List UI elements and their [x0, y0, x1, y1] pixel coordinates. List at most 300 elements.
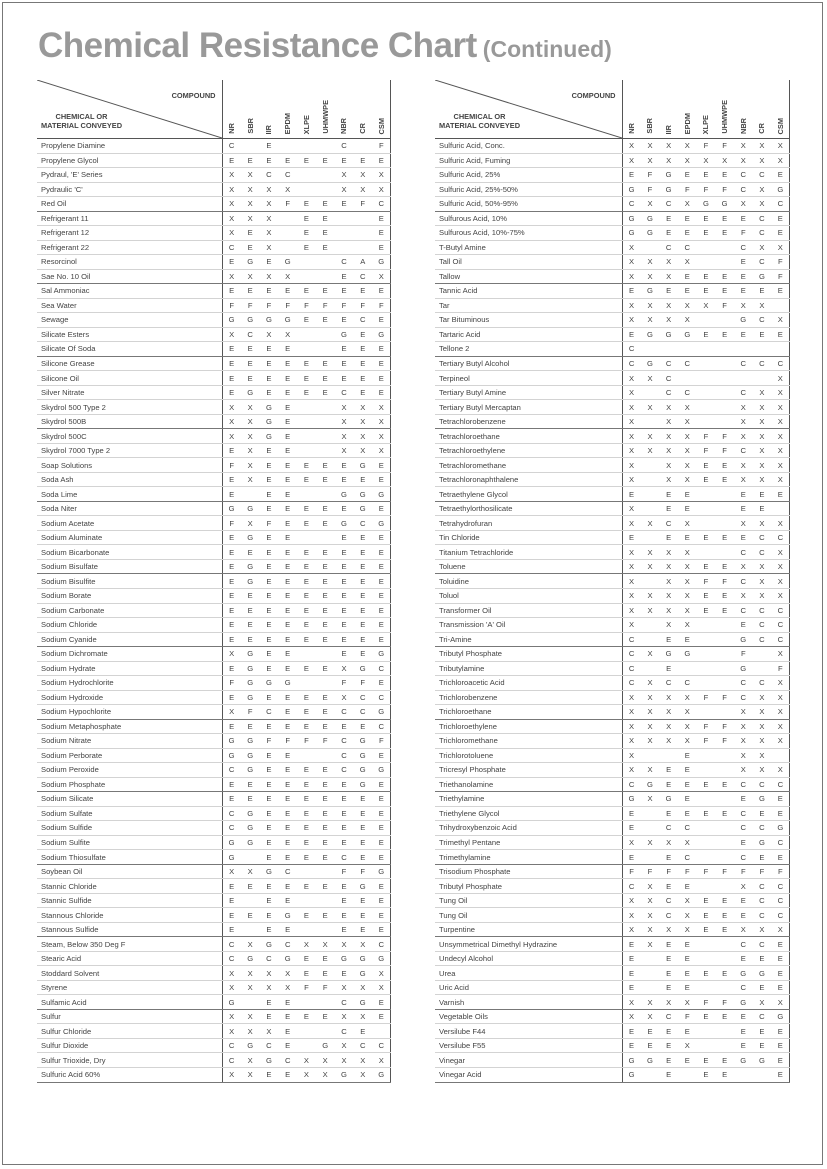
- rating-cell-epdm: E: [278, 690, 297, 705]
- rating-cell-nbr: E: [734, 284, 753, 299]
- rating-cell-nr: X: [622, 385, 641, 400]
- column-header-label: NR: [227, 123, 237, 134]
- rating-cell-csm: C: [771, 618, 790, 633]
- rating-cell-nbr: E: [734, 951, 753, 966]
- table-row: [37, 951, 391, 966]
- rating-cell-sbr: G: [241, 734, 260, 749]
- rating-cell-nr: C: [622, 676, 641, 691]
- rating-cell-epdm: E: [678, 806, 697, 821]
- rating-cell-epdm: E: [678, 792, 697, 807]
- rating-cell-csm: E: [372, 530, 391, 545]
- table-row: [37, 937, 391, 952]
- table-row: [37, 777, 391, 792]
- rating-cell-cr: C: [353, 690, 372, 705]
- rating-cell-xlpe: E: [297, 516, 316, 531]
- rating-cell-xlpe: [297, 676, 316, 691]
- table-row: [37, 806, 391, 821]
- rating-cell-nr: X: [622, 139, 641, 154]
- rating-cell-uhmwpe: E: [715, 269, 734, 284]
- column-header-sbr: [241, 80, 260, 139]
- rating-cell-iir: E: [260, 342, 279, 357]
- rating-cell-csm: E: [771, 487, 790, 502]
- rating-cell-xlpe: E: [697, 777, 716, 792]
- table-row: [37, 1009, 391, 1024]
- rating-cell-epdm: E: [678, 937, 697, 952]
- rating-cell-xlpe: [697, 356, 716, 371]
- chemical-name-cell: Resorcinol: [37, 255, 222, 270]
- rating-cell-uhmwpe: [715, 835, 734, 850]
- rating-cell-nbr: X: [335, 937, 354, 952]
- rating-cell-nr: E: [222, 908, 241, 923]
- rating-cell-csm: C: [771, 777, 790, 792]
- rating-cell-uhmwpe: E: [715, 1068, 734, 1083]
- rating-cell-csm: X: [771, 574, 790, 589]
- table-row: [435, 371, 790, 386]
- rating-cell-nr: E: [622, 1038, 641, 1053]
- rating-cell-sbr: E: [241, 719, 260, 734]
- rating-cell-cr: C: [753, 545, 772, 560]
- rating-cell-uhmwpe: [715, 937, 734, 952]
- rating-cell-xlpe: F: [297, 980, 316, 995]
- rating-cell-nr: E: [222, 574, 241, 589]
- rating-cell-xlpe: E: [297, 1009, 316, 1024]
- rating-cell-nr: G: [622, 226, 641, 241]
- rating-cell-xlpe: E: [297, 574, 316, 589]
- rating-cell-nr: E: [622, 327, 641, 342]
- rating-cell-cr: X: [353, 443, 372, 458]
- rating-cell-sbr: X: [641, 516, 660, 531]
- rating-cell-nbr: X: [734, 922, 753, 937]
- rating-cell-sbr: X: [641, 443, 660, 458]
- chemical-name-cell: Sulfuric Acid, Fuming: [435, 153, 622, 168]
- rating-cell-uhmwpe: E: [316, 792, 335, 807]
- rating-cell-csm: E: [372, 588, 391, 603]
- rating-cell-nbr: G: [734, 1053, 753, 1068]
- rating-cell-xlpe: [297, 269, 316, 284]
- rating-cell-cr: E: [353, 574, 372, 589]
- rating-cell-epdm: F: [678, 182, 697, 197]
- rating-cell-uhmwpe: E: [316, 763, 335, 778]
- rating-cell-uhmwpe: E: [316, 545, 335, 560]
- rating-cell-uhmwpe: E: [316, 806, 335, 821]
- rating-cell-sbr: E: [241, 603, 260, 618]
- rating-cell-sbr: E: [241, 240, 260, 255]
- rating-cell-nr: X: [622, 574, 641, 589]
- column-header-xlpe: [297, 80, 316, 139]
- rating-cell-cr: E: [353, 545, 372, 560]
- rating-cell-cr: X: [753, 734, 772, 749]
- rating-cell-sbr: E: [241, 908, 260, 923]
- rating-cell-nr: E: [622, 530, 641, 545]
- rating-cell-cr: [753, 661, 772, 676]
- chemical-name-cell: Versilube F55: [435, 1038, 622, 1053]
- rating-cell-iir: E: [260, 763, 279, 778]
- rating-cell-xlpe: [697, 255, 716, 270]
- rating-cell-epdm: E: [678, 879, 697, 894]
- rating-cell-nbr: F: [734, 864, 753, 879]
- table-row: [37, 226, 391, 241]
- rating-cell-csm: X: [771, 734, 790, 749]
- rating-cell-iir: E: [260, 1068, 279, 1083]
- rating-cell-nr: E: [222, 559, 241, 574]
- rating-cell-nr: X: [222, 400, 241, 415]
- rating-cell-cr: G: [353, 777, 372, 792]
- rating-cell-epdm: [678, 342, 697, 357]
- chemical-name-cell: Skydrol 500C: [37, 429, 222, 444]
- rating-cell-csm: E: [372, 618, 391, 633]
- chemical-name-cell: Tetraethylene Glycol: [435, 487, 622, 502]
- rating-cell-uhmwpe: E: [316, 777, 335, 792]
- chemical-name-cell: Sodium Hydrochlorite: [37, 676, 222, 691]
- rating-cell-uhmwpe: E: [316, 1009, 335, 1024]
- rating-cell-cr: G: [353, 734, 372, 749]
- rating-cell-iir: C: [659, 356, 678, 371]
- rating-cell-iir: X: [659, 313, 678, 328]
- rating-cell-sbr: X: [241, 937, 260, 952]
- chemical-name-cell: Sodium Carbonate: [37, 603, 222, 618]
- rating-cell-xlpe: E: [697, 472, 716, 487]
- rating-cell-xlpe: [297, 255, 316, 270]
- rating-cell-nr: X: [222, 414, 241, 429]
- rating-cell-sbr: F: [641, 182, 660, 197]
- rating-cell-cr: E: [753, 501, 772, 516]
- rating-cell-nr: C: [622, 661, 641, 676]
- rating-cell-nr: X: [622, 255, 641, 270]
- chemical-name-cell: Tar: [435, 298, 622, 313]
- chemical-name-cell: Tung Oil: [435, 908, 622, 923]
- rating-cell-xlpe: [297, 414, 316, 429]
- rating-cell-iir: E: [260, 574, 279, 589]
- chemical-name-cell: Tung Oil: [435, 893, 622, 908]
- chemical-name-cell: Unsymmetrical Dimethyl Hydrazine: [435, 937, 622, 952]
- rating-cell-csm: E: [372, 574, 391, 589]
- rating-cell-cr: X: [353, 414, 372, 429]
- rating-cell-sbr: [641, 748, 660, 763]
- rating-cell-nr: X: [622, 472, 641, 487]
- rating-cell-epdm: E: [278, 661, 297, 676]
- table-row: [435, 734, 790, 749]
- table-row: [435, 1009, 790, 1024]
- table-row: [435, 327, 790, 342]
- rating-cell-csm: G: [372, 647, 391, 662]
- rating-cell-epdm: E: [278, 574, 297, 589]
- rating-cell-csm: C: [771, 530, 790, 545]
- rating-cell-cr: C: [753, 356, 772, 371]
- rating-cell-xlpe: [297, 327, 316, 342]
- chemical-name-cell: Sodium Peroxide: [37, 763, 222, 778]
- rating-cell-cr: C: [753, 821, 772, 836]
- rating-cell-uhmwpe: [715, 342, 734, 357]
- rating-cell-epdm: [678, 1068, 697, 1083]
- rating-cell-nbr: X: [335, 1053, 354, 1068]
- rating-cell-csm: E: [372, 632, 391, 647]
- chemical-name-cell: Refrigerant 11: [37, 211, 222, 226]
- rating-cell-nbr: E: [734, 255, 753, 270]
- table-row: [435, 559, 790, 574]
- rating-cell-nbr: C: [335, 850, 354, 865]
- chemical-name-cell: Sodium Bisulfite: [37, 574, 222, 589]
- table-row: [37, 632, 391, 647]
- rating-cell-nbr: C: [734, 777, 753, 792]
- rating-cell-epdm: G: [278, 255, 297, 270]
- rating-cell-sbr: E: [641, 1024, 660, 1039]
- rating-cell-iir: G: [260, 429, 279, 444]
- rating-cell-epdm: C: [278, 1053, 297, 1068]
- rating-cell-nbr: X: [734, 153, 753, 168]
- rating-cell-csm: F: [372, 734, 391, 749]
- rating-cell-sbr: G: [241, 676, 260, 691]
- rating-cell-nbr: E: [734, 501, 753, 516]
- rating-cell-epdm: [278, 211, 297, 226]
- rating-cell-sbr: E: [241, 879, 260, 894]
- rating-cell-iir: E: [659, 966, 678, 981]
- rating-cell-xlpe: E: [297, 850, 316, 865]
- column-header-label: CR: [358, 123, 368, 134]
- rating-cell-xlpe: E: [297, 835, 316, 850]
- rating-cell-uhmwpe: [316, 414, 335, 429]
- rating-cell-nr: E: [622, 487, 641, 502]
- rating-cell-nr: G: [622, 211, 641, 226]
- rating-cell-xlpe: E: [297, 559, 316, 574]
- rating-cell-nbr: X: [734, 705, 753, 720]
- rating-cell-nr: X: [622, 458, 641, 473]
- rating-cell-nbr: C: [734, 821, 753, 836]
- rating-cell-uhmwpe: E: [316, 211, 335, 226]
- rating-cell-xlpe: E: [297, 371, 316, 386]
- rating-cell-uhmwpe: E: [316, 821, 335, 836]
- chemical-name-cell: Tertiary Butyl Mercaptan: [435, 400, 622, 415]
- rating-cell-nbr: X: [335, 1038, 354, 1053]
- rating-cell-csm: G: [771, 821, 790, 836]
- rating-cell-epdm: E: [278, 719, 297, 734]
- rating-cell-xlpe: [697, 763, 716, 778]
- rating-cell-nr: X: [622, 400, 641, 415]
- rating-cell-nbr: C: [335, 748, 354, 763]
- rating-cell-uhmwpe: [715, 647, 734, 662]
- rating-cell-epdm: E: [678, 269, 697, 284]
- rating-cell-iir: C: [260, 705, 279, 720]
- rating-cell-epdm: X: [678, 516, 697, 531]
- chemical-name-cell: Tri-Amine: [435, 632, 622, 647]
- rating-cell-nr: E: [622, 980, 641, 995]
- table-row: [37, 356, 391, 371]
- rating-cell-csm: F: [771, 864, 790, 879]
- rating-cell-sbr: X: [241, 458, 260, 473]
- rating-cell-nbr: C: [734, 676, 753, 691]
- rating-cell-cr: X: [753, 690, 772, 705]
- chemical-name-cell: Sodium Sulfide: [37, 821, 222, 836]
- rating-cell-cr: G: [353, 661, 372, 676]
- rating-cell-sbr: X: [641, 139, 660, 154]
- rating-cell-nr: X: [622, 414, 641, 429]
- rating-cell-epdm: C: [678, 385, 697, 400]
- rating-cell-iir: E: [659, 1024, 678, 1039]
- table-row: [435, 501, 790, 516]
- rating-cell-uhmwpe: E: [316, 559, 335, 574]
- table-row: [435, 922, 790, 937]
- rating-cell-epdm: E: [278, 763, 297, 778]
- rating-cell-csm: X: [771, 458, 790, 473]
- rating-cell-sbr: G: [241, 313, 260, 328]
- rating-cell-uhmwpe: G: [715, 197, 734, 212]
- table-row: [37, 922, 391, 937]
- rating-cell-sbr: X: [241, 182, 260, 197]
- rating-cell-sbr: X: [641, 705, 660, 720]
- chemical-name-cell: Sulfuric Acid, 25%: [435, 168, 622, 183]
- rating-cell-nr: E: [222, 545, 241, 560]
- rating-cell-sbr: G: [241, 501, 260, 516]
- rating-cell-nr: X: [222, 1068, 241, 1083]
- rating-cell-csm: E: [372, 313, 391, 328]
- rating-cell-nr: X: [222, 327, 241, 342]
- rating-cell-iir: E: [659, 980, 678, 995]
- table-row: [435, 705, 790, 720]
- rating-cell-uhmwpe: E: [715, 922, 734, 937]
- rating-cell-epdm: X: [678, 400, 697, 415]
- rating-cell-nbr: X: [734, 197, 753, 212]
- rating-cell-uhmwpe: [316, 893, 335, 908]
- rating-cell-xlpe: E: [297, 792, 316, 807]
- rating-cell-sbr: X: [641, 603, 660, 618]
- rating-cell-nr: E: [622, 168, 641, 183]
- rating-cell-nbr: E: [335, 603, 354, 618]
- rating-cell-nr: X: [622, 371, 641, 386]
- rating-cell-nr: X: [222, 1009, 241, 1024]
- rating-cell-xlpe: E: [697, 269, 716, 284]
- rating-cell-nbr: X: [335, 690, 354, 705]
- chemical-name-cell: Sulfurous Acid, 10%-75%: [435, 226, 622, 241]
- rating-cell-nbr: C: [734, 937, 753, 952]
- rating-cell-xlpe: E: [297, 690, 316, 705]
- rating-cell-sbr: G: [241, 385, 260, 400]
- rating-cell-sbr: [641, 850, 660, 865]
- rating-cell-nbr: E: [335, 356, 354, 371]
- rating-cell-nbr: G: [734, 995, 753, 1010]
- rating-cell-iir: E: [260, 139, 279, 154]
- rating-cell-iir: C: [260, 1038, 279, 1053]
- rating-cell-uhmwpe: [715, 618, 734, 633]
- table-row: [37, 211, 391, 226]
- rating-cell-epdm: X: [678, 603, 697, 618]
- rating-cell-cr: E: [353, 588, 372, 603]
- rating-cell-uhmwpe: E: [316, 371, 335, 386]
- chemical-name-cell: Tar Bituminous: [435, 313, 622, 328]
- rating-cell-cr: [353, 211, 372, 226]
- chemical-name-cell: Urea: [435, 966, 622, 981]
- chemical-name-cell: Sulfuric Acid, Conc.: [435, 139, 622, 154]
- rating-cell-nr: X: [622, 734, 641, 749]
- rating-cell-xlpe: [697, 240, 716, 255]
- rating-cell-sbr: [641, 487, 660, 502]
- rating-cell-nr: G: [622, 792, 641, 807]
- rating-cell-iir: C: [659, 908, 678, 923]
- rating-cell-cr: E: [353, 356, 372, 371]
- rating-cell-nr: G: [222, 501, 241, 516]
- rating-cell-epdm: E: [678, 951, 697, 966]
- rating-cell-iir: X: [260, 211, 279, 226]
- rating-cell-nr: X: [222, 226, 241, 241]
- rating-cell-nbr: C: [734, 356, 753, 371]
- rating-cell-nbr: E: [734, 487, 753, 502]
- rating-cell-sbr: E: [241, 632, 260, 647]
- rating-cell-sbr: G: [241, 748, 260, 763]
- rating-cell-uhmwpe: G: [316, 1038, 335, 1053]
- rating-cell-epdm: X: [678, 734, 697, 749]
- rating-cell-iir: E: [260, 632, 279, 647]
- rating-cell-csm: X: [771, 400, 790, 415]
- rating-cell-cr: E: [353, 385, 372, 400]
- rating-cell-xlpe: E: [697, 893, 716, 908]
- table-row: [435, 197, 790, 212]
- rating-cell-uhmwpe: E: [316, 240, 335, 255]
- table-row: [435, 748, 790, 763]
- rating-cell-nr: X: [622, 922, 641, 937]
- table-row: [37, 719, 391, 734]
- rating-cell-cr: X: [753, 748, 772, 763]
- rating-cell-xlpe: E: [297, 618, 316, 633]
- rating-cell-iir: X: [659, 922, 678, 937]
- column-header-uhmwpe: [715, 80, 734, 139]
- column-header-nbr: [734, 80, 753, 139]
- rating-cell-csm: E: [372, 922, 391, 937]
- rating-cell-iir: E: [260, 835, 279, 850]
- rating-cell-cr: F: [353, 864, 372, 879]
- rating-cell-xlpe: [697, 545, 716, 560]
- rating-cell-uhmwpe: [316, 400, 335, 415]
- rating-cell-sbr: X: [241, 1024, 260, 1039]
- rating-cell-csm: X: [771, 429, 790, 444]
- rating-cell-csm: G: [372, 705, 391, 720]
- rating-cell-nbr: C: [734, 240, 753, 255]
- rating-cell-nbr: X: [734, 139, 753, 154]
- rating-cell-iir: C: [659, 516, 678, 531]
- rating-cell-sbr: X: [641, 647, 660, 662]
- rating-cell-epdm: X: [278, 269, 297, 284]
- rating-cell-xlpe: [297, 995, 316, 1010]
- table-row: [37, 1024, 391, 1039]
- rating-cell-epdm: C: [278, 864, 297, 879]
- rating-cell-nr: E: [222, 443, 241, 458]
- rating-cell-xlpe: E: [697, 530, 716, 545]
- rating-cell-nr: C: [222, 951, 241, 966]
- rating-cell-nbr: G: [335, 487, 354, 502]
- rating-cell-nbr: X: [335, 1009, 354, 1024]
- rating-cell-csm: E: [372, 211, 391, 226]
- rating-cell-xlpe: [697, 792, 716, 807]
- rating-cell-nbr: G: [734, 313, 753, 328]
- rating-cell-iir: E: [260, 908, 279, 923]
- rating-cell-iir: C: [659, 821, 678, 836]
- chemical-name-cell: Skydrol 7000 Type 2: [37, 443, 222, 458]
- table-row: [435, 1068, 790, 1083]
- table-row: [37, 414, 391, 429]
- rating-cell-epdm: E: [278, 1038, 297, 1053]
- rating-cell-csm: G: [372, 1068, 391, 1083]
- chemical-name-cell: Soda Lime: [37, 487, 222, 502]
- rating-cell-cr: X: [753, 153, 772, 168]
- rating-cell-cr: F: [353, 197, 372, 212]
- column-header-label: XLPE: [701, 114, 711, 134]
- table-row: [435, 777, 790, 792]
- rating-cell-cr: X: [753, 240, 772, 255]
- rating-cell-nbr: E: [335, 777, 354, 792]
- rating-cell-xlpe: [697, 835, 716, 850]
- rating-cell-nbr: E: [335, 197, 354, 212]
- rating-cell-cr: G: [353, 487, 372, 502]
- rating-cell-sbr: X: [641, 995, 660, 1010]
- chemical-name-cell: Tetrahydrofuran: [435, 516, 622, 531]
- rating-cell-sbr: F: [241, 705, 260, 720]
